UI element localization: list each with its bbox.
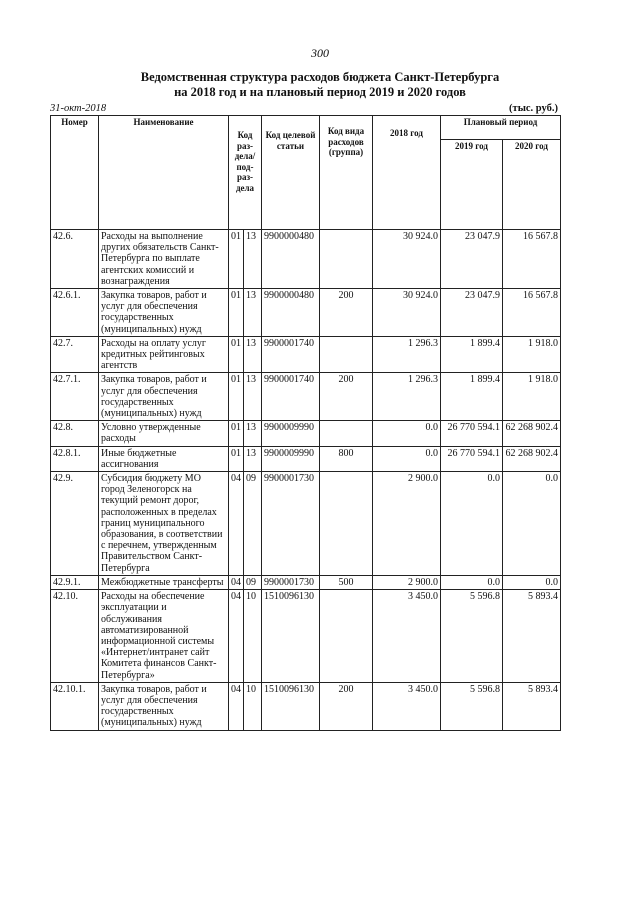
row-value-2020: 5 893.4	[503, 682, 561, 730]
row-name: Субсидия бюджету МО город Зеленогорск на текущий ремонт дорог, расположенных в пределах границ муниципального образования, в соответствии с перечнем, утвержденным Правительством Санкт-Петербурга	[99, 472, 229, 576]
row-subsection: 10	[244, 682, 262, 730]
row-value-2018: 3 450.0	[373, 590, 441, 683]
header-target-code: Код целевой статьи	[262, 116, 320, 230]
row-section: 04	[229, 472, 244, 576]
report-date: 31-окт-2018	[50, 103, 107, 114]
table-body	[51, 230, 561, 731]
row-subsection: 09	[244, 472, 262, 576]
header-2020: 2020 год	[503, 140, 561, 230]
row-value-2018: 0.0	[373, 446, 441, 471]
row-subsection: 09	[244, 575, 262, 589]
table-row	[51, 446, 561, 471]
row-name: Расходы на обеспечение эксплуатации и обслуживания автоматизированной информационной системы «Интернет/интранет сайт Комитета финансов Санкт-Петербурга»	[99, 590, 229, 683]
header-2018: 2018 год	[373, 116, 441, 230]
row-expense-type: 200	[320, 373, 373, 421]
row-value-2019: 1 899.4	[441, 336, 503, 373]
row-expense-type	[320, 230, 373, 289]
budget-table	[50, 115, 561, 731]
row-value-2018: 1 296.3	[373, 373, 441, 421]
table-row	[51, 336, 561, 373]
row-value-2018: 0.0	[373, 421, 441, 446]
row-value-2019: 26 770 594.1	[441, 446, 503, 471]
row-value-2019: 5 596.8	[441, 682, 503, 730]
row-target-code: 9900009990	[262, 446, 320, 471]
title-line-2: на 2018 год и на плановый период 2019 и 2020 годов	[174, 85, 466, 99]
row-name: Закупка товаров, работ и услуг для обеспечения государственных (муниципальных) нужд	[99, 289, 229, 337]
row-subsection: 13	[244, 446, 262, 471]
row-target-code: 9900000480	[262, 289, 320, 337]
row-target-code: 1510096130	[262, 682, 320, 730]
header-number: Номер	[51, 116, 99, 230]
row-value-2020: 16 567.8	[503, 230, 561, 289]
row-expense-type: 500	[320, 575, 373, 589]
row-number: 42.7.1.	[51, 373, 99, 421]
row-subsection: 13	[244, 289, 262, 337]
row-value-2019: 23 047.9	[441, 289, 503, 337]
row-subsection: 13	[244, 336, 262, 373]
row-value-2019: 23 047.9	[441, 230, 503, 289]
row-value-2020: 1 918.0	[503, 373, 561, 421]
header-expense-type-code: Код вида расходов (группа)	[320, 116, 373, 230]
row-target-code: 9900000480	[262, 230, 320, 289]
row-name: Условно утвержденные расходы	[99, 421, 229, 446]
row-subsection: 13	[244, 421, 262, 446]
row-number: 42.7.	[51, 336, 99, 373]
header-name: Наименование	[99, 116, 229, 230]
title-line-1: Ведомственная структура расходов бюджета Санкт-Петербурга	[140, 70, 500, 84]
row-name: Закупка товаров, работ и услуг для обеспечения государственных (муниципальных) нужд	[99, 682, 229, 730]
table-row	[51, 682, 561, 730]
row-number: 42.6.1.	[51, 289, 99, 337]
row-section: 01	[229, 230, 244, 289]
row-target-code: 9900001730	[262, 575, 320, 589]
table-row	[51, 421, 561, 446]
row-expense-type: 800	[320, 446, 373, 471]
row-target-code: 9900001740	[262, 373, 320, 421]
row-value-2020: 62 268 902.4	[503, 421, 561, 446]
row-section: 04	[229, 682, 244, 730]
row-value-2020: 0.0	[503, 575, 561, 589]
row-expense-type	[320, 336, 373, 373]
table-row	[51, 289, 561, 337]
row-value-2018: 30 924.0	[373, 230, 441, 289]
page-number: 300	[311, 46, 329, 60]
header-section-code: Код раз-дела/ под-раз-дела	[229, 116, 262, 230]
units-label: (тыс. руб.)	[509, 103, 558, 114]
row-number: 42.8.	[51, 421, 99, 446]
row-value-2018: 2 900.0	[373, 575, 441, 589]
row-value-2019: 5 596.8	[441, 590, 503, 683]
row-value-2020: 62 268 902.4	[503, 446, 561, 471]
row-name: Закупка товаров, работ и услуг для обеспечения государственных (муниципальных) нужд	[99, 373, 229, 421]
row-value-2018: 2 900.0	[373, 472, 441, 576]
row-subsection: 10	[244, 590, 262, 683]
row-section: 01	[229, 289, 244, 337]
row-number: 42.8.1.	[51, 446, 99, 471]
row-expense-type: 200	[320, 289, 373, 337]
table-row	[51, 472, 561, 576]
header-2019: 2019 год	[441, 140, 503, 230]
table-row	[51, 590, 561, 683]
row-name: Расходы на выполнение других обязательств Санкт-Петербурга по выплате агентских комиссий и вознаграждения	[99, 230, 229, 289]
row-expense-type	[320, 472, 373, 576]
row-name: Иные бюджетные ассигнования	[99, 446, 229, 471]
row-expense-type	[320, 590, 373, 683]
row-value-2019: 0.0	[441, 472, 503, 576]
document-title	[0, 70, 640, 100]
header-row	[51, 116, 561, 140]
row-number: 42.10.1.	[51, 682, 99, 730]
row-value-2019: 26 770 594.1	[441, 421, 503, 446]
row-subsection: 13	[244, 373, 262, 421]
row-subsection: 13	[244, 230, 262, 289]
row-value-2019: 0.0	[441, 575, 503, 589]
table-row	[51, 373, 561, 421]
row-value-2020: 0.0	[503, 472, 561, 576]
row-section: 04	[229, 590, 244, 683]
row-number: 42.10.	[51, 590, 99, 683]
table-row	[51, 230, 561, 289]
row-value-2019: 1 899.4	[441, 373, 503, 421]
row-name: Межбюджетные трансферты	[99, 575, 229, 589]
row-value-2020: 16 567.8	[503, 289, 561, 337]
row-target-code: 9900001740	[262, 336, 320, 373]
row-expense-type: 200	[320, 682, 373, 730]
row-target-code: 9900001730	[262, 472, 320, 576]
header-planned-period: Плановый период	[441, 116, 561, 140]
row-value-2020: 1 918.0	[503, 336, 561, 373]
row-section: 01	[229, 373, 244, 421]
row-value-2020: 5 893.4	[503, 590, 561, 683]
row-section: 01	[229, 421, 244, 446]
row-number: 42.9.1.	[51, 575, 99, 589]
row-number: 42.6.	[51, 230, 99, 289]
row-name: Расходы на оплату услуг кредитных рейтинговых агентств	[99, 336, 229, 373]
row-expense-type	[320, 421, 373, 446]
row-target-code: 9900009990	[262, 421, 320, 446]
row-value-2018: 30 924.0	[373, 289, 441, 337]
row-section: 04	[229, 575, 244, 589]
table-row	[51, 575, 561, 589]
row-section: 01	[229, 336, 244, 373]
row-target-code: 1510096130	[262, 590, 320, 683]
row-number: 42.9.	[51, 472, 99, 576]
row-value-2018: 3 450.0	[373, 682, 441, 730]
row-section: 01	[229, 446, 244, 471]
row-value-2018: 1 296.3	[373, 336, 441, 373]
